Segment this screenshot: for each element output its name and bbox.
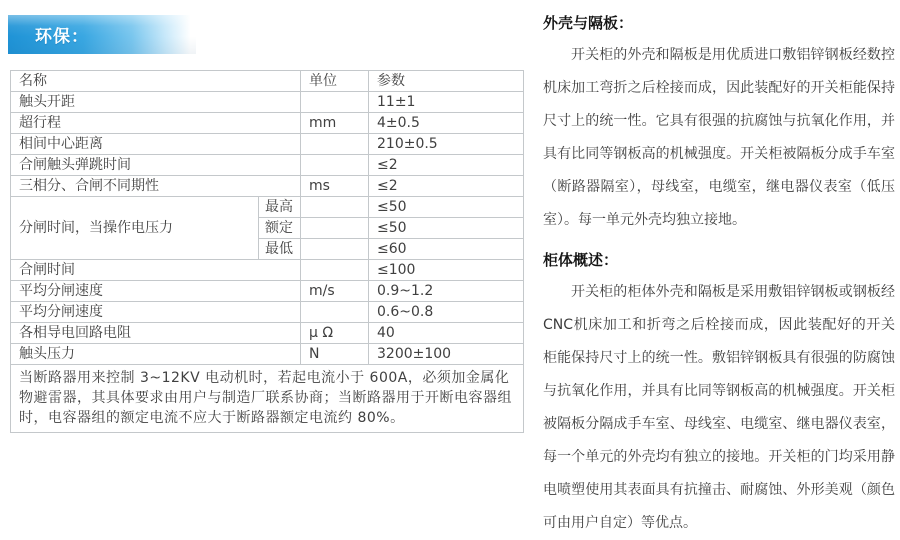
row-param: ≤100: [369, 260, 524, 281]
row-name: 触头开距: [11, 92, 301, 113]
row-param: ≤2: [369, 155, 524, 176]
row-param: 4±0.5: [369, 113, 524, 134]
row-name: 超行程: [11, 113, 301, 134]
row-param: 3200±100: [369, 344, 524, 365]
row-param: ≤50: [369, 197, 524, 218]
row-param: 210±0.5: [369, 134, 524, 155]
table-row: [11, 344, 524, 365]
table-row: [11, 260, 524, 281]
table-row: [11, 92, 524, 113]
row-unit: μ Ω: [301, 323, 369, 344]
row-name: 三相分、合闸不同期性: [11, 176, 301, 197]
table-row: [11, 113, 524, 134]
row-unit: mm: [301, 113, 369, 134]
row-name: 合闸触头弹跳时间: [11, 155, 301, 176]
group-sub-label: 额定: [259, 218, 301, 239]
table-row: [11, 281, 524, 302]
row-unit: [301, 218, 369, 239]
row-unit: [301, 260, 369, 281]
table-header-row: [11, 71, 524, 92]
row-param: ≤60: [369, 239, 524, 260]
spec-table: [10, 70, 524, 433]
table-row: [11, 323, 524, 344]
group-sub-label: 最低: [259, 239, 301, 260]
header-param: 参数: [369, 71, 524, 92]
table-row-group: [11, 197, 524, 218]
right-column: [543, 6, 895, 540]
section-title-cabinet: 柜体概述：: [543, 251, 619, 269]
row-param: ≤50: [369, 218, 524, 239]
row-unit: ms: [301, 176, 369, 197]
row-param: 40: [369, 323, 524, 344]
row-unit: [301, 134, 369, 155]
row-unit: N: [301, 344, 369, 365]
header-unit: 单位: [301, 71, 369, 92]
table-row: [11, 134, 524, 155]
section-title-shell: 外壳与隔板：: [543, 14, 634, 32]
table-row: [11, 302, 524, 323]
section-body-cabinet: 开关柜的柜体外壳和隔板是采用敷铝锌钢板或钢板经CNC机床加工和折弯之后栓接而成，因此装配好的开关柜能保持尺寸上的统一性。敷铝锌钢板具有很强的防腐蚀与抗氧化作用，并具有比同等钢板高的机械强度。开关柜被隔板分隔成手车室、母线室、电缆室、继电器仪表室，每一个单元的外壳均有独立的接地。开关柜的门均采用静电喷塑使用其表面具有抗撞击、耐腐蚀、外形美观（颜色可由用户自定）等优点。: [543, 284, 895, 531]
row-name: 平均分闸速度: [11, 302, 301, 323]
row-param: 11±1: [369, 92, 524, 113]
table-row: [11, 155, 524, 176]
row-param: 0.9~1.2: [369, 281, 524, 302]
banner-title: 环保：: [35, 27, 89, 47]
row-name: 合闸时间: [11, 260, 301, 281]
row-unit: m/s: [301, 281, 369, 302]
row-unit: [301, 197, 369, 218]
row-param: ≤2: [369, 176, 524, 197]
row-param: 0.6~0.8: [369, 302, 524, 323]
group-sub-label: 最高: [259, 197, 301, 218]
table-row: [11, 176, 524, 197]
group-label: 分闸时间，当操作电压力: [11, 197, 259, 260]
row-name: 触头压力: [11, 344, 301, 365]
section-body-shell: 开关柜的外壳和隔板是用优质进口敷铝锌钢板经数控机床加工弯折之后栓接而成，因此装配好的开关柜能保持尺寸上的统一性。它具有很强的抗腐蚀与抗氧化作用，并具有比同等钢板高的机械强度。开关柜被隔板分成手车室（断路器隔室），母线室，电缆室，继电器仪表室（低压室）。每一单元外壳均独立接地。: [543, 47, 895, 228]
row-name: 相间中心距离: [11, 134, 301, 155]
table-note-row: [11, 365, 524, 433]
row-unit: [301, 92, 369, 113]
row-unit: [301, 239, 369, 260]
header-name: 名称: [11, 71, 301, 92]
row-unit: [301, 302, 369, 323]
row-unit: [301, 155, 369, 176]
section-banner: [8, 15, 196, 54]
row-name: 各相导电回路电阻: [11, 323, 301, 344]
table-note: 当断路器用来控制 3~12KV 电动机时，若起电流小于 600A，必须加金属化物避雷器，其具体要求由用户与制造厂联系协商；当断路器用于开断电容器组时，电容器组的额定电流不应大于断路器额定电流约 80%。: [11, 365, 524, 433]
row-name: 平均分闸速度: [11, 281, 301, 302]
